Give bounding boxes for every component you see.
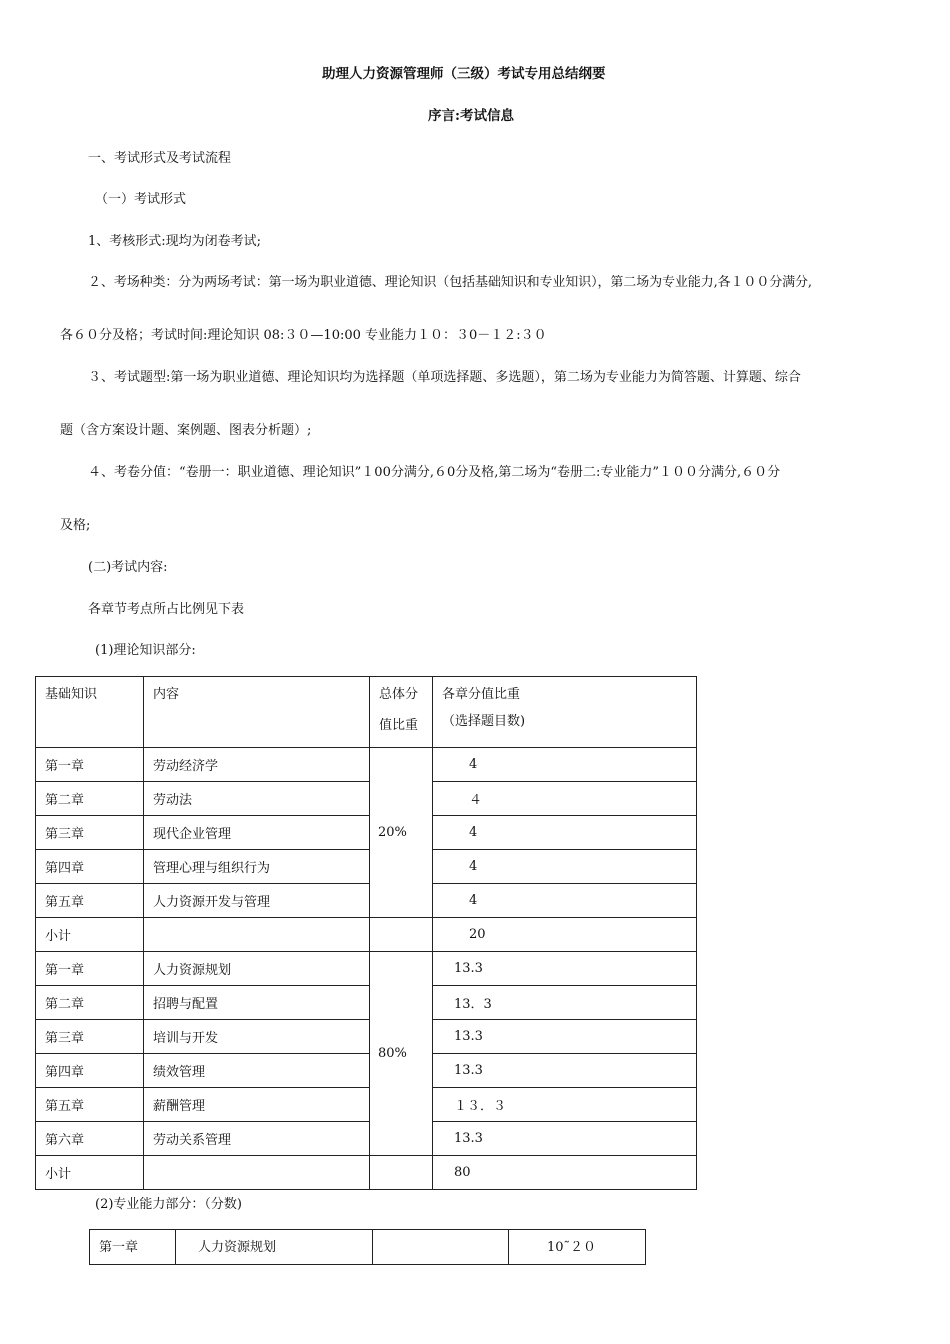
table-row <box>36 1020 697 1054</box>
content-cell: 绩效管理 <box>144 1054 370 1088</box>
paragraph-exam-sessions-line1: ２、考场种类：分为两场考试：第一场为职业道德、理论知识（包括基础知识和专业知识），第二场为专业能力,各１００分满分, <box>88 275 812 290</box>
content-cell: 劳动法 <box>144 782 370 816</box>
table-row <box>36 1054 697 1088</box>
subtotal-row <box>36 918 697 952</box>
paragraph-question-types-line1: ３、考试题型:第一场为职业道德、理论知识均为选择题（单项选择题、多选题），第二场为专业能力为简答题、计算题、综合 <box>88 370 801 385</box>
value-cell: 4 <box>433 748 697 782</box>
chapter-cell: 第四章 <box>36 1054 144 1088</box>
empty-cell <box>144 1156 370 1190</box>
content-cell: 招聘与配置 <box>144 986 370 1020</box>
table-row <box>36 884 697 918</box>
header-chapter-weight-line2: （选择题目数) <box>442 714 526 729</box>
table-row <box>36 748 697 782</box>
paragraph-assessment-form: 1、考核形式:现均为闭卷考试; <box>88 234 262 249</box>
table-header-row <box>36 677 697 748</box>
table-row <box>36 782 697 816</box>
paragraph-professional-part: (2)专业能力部分：（分数) <box>95 1197 242 1212</box>
value-cell: 4 <box>433 850 697 884</box>
value-cell: 13.3 <box>433 1054 697 1088</box>
table-row <box>90 1230 646 1265</box>
subtotal-row <box>36 1156 697 1190</box>
paragraph-table-intro: 各章节考点所占比例见下表 <box>88 602 245 617</box>
content-cell: 劳动经济学 <box>144 748 370 782</box>
content-cell: 人力资源开发与管理 <box>144 884 370 918</box>
value-cell: １３．３ <box>433 1088 697 1122</box>
chapter-cell: 第五章 <box>36 1088 144 1122</box>
content-cell: 管理心理与组织行为 <box>144 850 370 884</box>
paragraph-theory-part: (1)理论知识部分: <box>95 643 196 658</box>
content-cell: 人力资源规划 <box>144 952 370 986</box>
value-cell: ４ <box>433 782 697 816</box>
paragraph-scoring-line1: ４、考卷分值：“卷册一：职业道德、理论知识”１00分满分,６0分及格,第二场为“卷册二:专业能力”１００分满分,６０分 <box>88 465 781 480</box>
weight-cell <box>373 1230 509 1265</box>
value-cell: 13.3 <box>433 952 697 986</box>
table-row <box>36 816 697 850</box>
table-row <box>36 850 697 884</box>
paragraph-exam-sessions-line2: 各６０分及格；考试时间:理论知识 08:３０—10:00 专业能力１０：３0－１２:３０ <box>60 328 547 343</box>
value-cell: 4 <box>433 884 697 918</box>
chapter-cell: 第五章 <box>36 884 144 918</box>
table-row <box>36 952 697 986</box>
header-overall-weight-line2: 值比重 <box>379 718 419 733</box>
subtotal-value: 80 <box>433 1156 697 1190</box>
document-title: 助理人力资源管理师（三级）考试专用总结纲要 <box>322 66 606 82</box>
subtotal-label: 小计 <box>36 918 144 952</box>
subtotal-value: 20 <box>433 918 697 952</box>
header-content: 内容 <box>144 677 370 748</box>
content-cell: 现代企业管理 <box>144 816 370 850</box>
theory-knowledge-table <box>35 676 697 1190</box>
chapter-cell: 第二章 <box>36 782 144 816</box>
content-cell: 培训与开发 <box>144 1020 370 1054</box>
value-cell: 13．3 <box>433 986 697 1020</box>
chapter-cell: 第二章 <box>36 986 144 1020</box>
paragraph-scoring-line2: 及格; <box>60 518 91 533</box>
table-row <box>36 986 697 1020</box>
empty-cell <box>144 918 370 952</box>
header-chapter-weight-line1: 各章分值比重 <box>442 687 521 702</box>
value-cell: 4 <box>433 816 697 850</box>
professional-ability-table <box>89 1229 646 1265</box>
header-overall-weight-line1: 总体分 <box>379 687 419 702</box>
chapter-cell: 第一章 <box>90 1230 176 1265</box>
content-cell: 薪酬管理 <box>144 1088 370 1122</box>
chapter-cell: 第六章 <box>36 1122 144 1156</box>
header-chapter-weight <box>433 677 697 748</box>
subsection-heading-exam-content: (二)考试内容: <box>88 560 168 575</box>
overall-weight-cell: 80% <box>370 952 433 1156</box>
overall-weight-cell: 20% <box>370 748 433 918</box>
chapter-cell: 第一章 <box>36 952 144 986</box>
table-row <box>36 1122 697 1156</box>
paragraph-question-types-line2: 题（含方案设计题、案例题、图表分析题）; <box>60 423 312 438</box>
content-cell: 人力资源规划 <box>176 1230 373 1265</box>
value-cell: 13.3 <box>433 1020 697 1054</box>
chapter-cell: 第三章 <box>36 1020 144 1054</box>
header-basic-knowledge: 基础知识 <box>36 677 144 748</box>
chapter-cell: 第一章 <box>36 748 144 782</box>
subsection-heading-exam-form: （一）考试形式 <box>95 192 187 207</box>
value-cell: 13.3 <box>433 1122 697 1156</box>
header-overall-weight <box>370 677 433 748</box>
value-cell: 10˜２０ <box>509 1230 646 1265</box>
chapter-cell: 第四章 <box>36 850 144 884</box>
empty-cell <box>370 1156 433 1190</box>
chapter-cell: 第三章 <box>36 816 144 850</box>
subtotal-label: 小计 <box>36 1156 144 1190</box>
table-row <box>36 1088 697 1122</box>
section-heading-exam-format: 一、考试形式及考试流程 <box>88 151 232 166</box>
empty-cell <box>370 918 433 952</box>
preface-heading: 序言:考试信息 <box>428 108 514 124</box>
content-cell: 劳动关系管理 <box>144 1122 370 1156</box>
